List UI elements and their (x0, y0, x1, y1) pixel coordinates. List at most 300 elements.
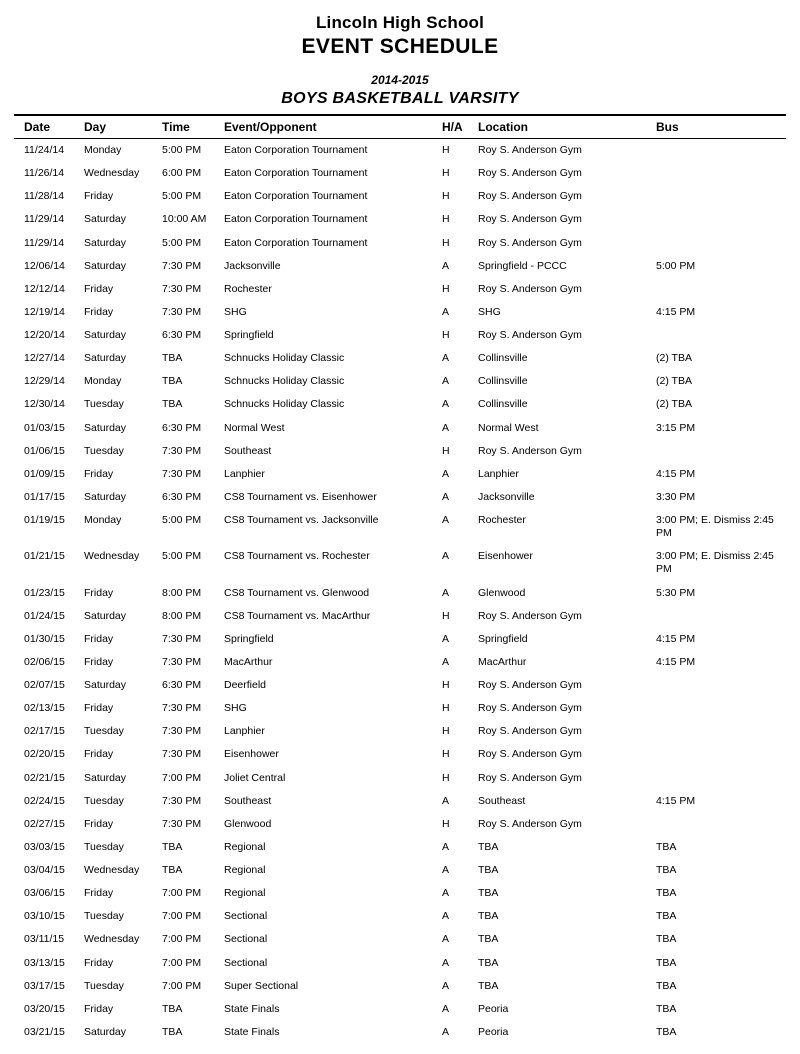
cell-location: Southeast (478, 794, 526, 807)
cell-time: 7:30 PM (162, 305, 202, 318)
cell-bus: 3:15 PM (656, 421, 696, 434)
cell-day: Friday (84, 956, 114, 969)
cell-ha: A (442, 514, 450, 527)
cell-bus: TBA (656, 864, 677, 877)
cell-location: Collinsville (478, 398, 528, 411)
cell-date: 11/29/14 (24, 236, 65, 249)
table-row (14, 463, 786, 486)
cell-bus (656, 139, 786, 163)
table-row (14, 185, 786, 208)
cell-day: Friday (84, 817, 114, 830)
cell-bus: TBA (656, 840, 677, 853)
cell-ha: A (442, 910, 450, 923)
cell-location: Collinsville (478, 375, 528, 388)
cell-day: Friday (84, 748, 114, 761)
cell-time: 7:00 PM (162, 771, 202, 784)
table-row (14, 393, 786, 416)
table-row (14, 486, 786, 509)
cell-time: 7:30 PM (162, 702, 202, 715)
cell-event: State Finals (224, 1025, 280, 1038)
cell-time: 7:30 PM (162, 655, 202, 668)
cell-time: 6:30 PM (162, 421, 202, 434)
cell-time: TBA (162, 352, 183, 365)
cell-ha: A (442, 586, 450, 599)
cell-day: Monday (84, 144, 122, 157)
cell-ha: A (442, 550, 450, 563)
cell-ha: H (442, 144, 450, 157)
cell-ha: A (442, 421, 450, 434)
cell-location: Springfield - PCCC (478, 259, 567, 272)
cell-day: Friday (84, 702, 114, 715)
cell-event: Eaton Corporation Tournament (224, 190, 368, 203)
table-row (14, 651, 786, 674)
cell-ha: H (442, 329, 450, 342)
cell-ha: A (442, 655, 450, 668)
cell-ha: H (442, 213, 450, 226)
table-row (14, 720, 786, 743)
cell-bus: (2) TBA (656, 375, 692, 388)
cell-date: 12/30/14 (24, 398, 65, 411)
cell-time: 7:30 PM (162, 794, 202, 807)
cell-day: Saturday (84, 259, 127, 272)
cell-location: Eisenhower (478, 550, 533, 563)
cell-time: 5:00 PM (162, 550, 202, 563)
table-header (14, 116, 786, 139)
cell-bus (656, 674, 786, 697)
cell-date: 01/09/15 (24, 467, 65, 480)
cell-location: MacArthur (478, 655, 527, 668)
cell-bus: 4:15 PM (656, 632, 696, 645)
cell-bus: 4:15 PM (656, 794, 696, 807)
cell-date: 03/21/15 (24, 1025, 65, 1038)
cell-date: 11/28/14 (24, 190, 65, 203)
cell-event: Eaton Corporation Tournament (224, 144, 368, 157)
cell-event: Schnucks Holiday Classic (224, 398, 345, 411)
cell-location: Roy S. Anderson Gym (478, 679, 582, 692)
cell-date: 12/20/14 (24, 329, 65, 342)
document-header (14, 12, 786, 108)
cell-time: 7:30 PM (162, 282, 202, 295)
table-row (14, 674, 786, 697)
cell-bus (656, 208, 786, 231)
cell-ha: H (442, 282, 450, 295)
cell-event: Joliet Central (224, 771, 286, 784)
cell-time: TBA (162, 375, 183, 388)
cell-date: 02/21/15 (24, 771, 65, 784)
table-row (14, 882, 786, 905)
cell-event: Regional (224, 887, 266, 900)
cell-event: CS8 Tournament vs. Rochester (224, 550, 370, 563)
cell-ha: A (442, 375, 450, 388)
cell-date: 01/24/15 (24, 609, 65, 622)
cell-day: Saturday (84, 1025, 127, 1038)
cell-day: Saturday (84, 609, 127, 622)
cell-bus (656, 162, 786, 185)
cell-date: 03/10/15 (24, 910, 65, 923)
table-row (14, 836, 786, 859)
cell-bus: 3:00 PM; E. Dismiss 2:45 PM (656, 550, 774, 576)
cell-day: Saturday (84, 352, 127, 365)
cell-time: 7:00 PM (162, 910, 202, 923)
cell-date: 12/06/14 (24, 259, 65, 272)
cell-location: TBA (478, 933, 499, 946)
cell-location: Peoria (478, 1002, 509, 1015)
cell-bus: TBA (656, 956, 677, 969)
cell-event: SHG (224, 702, 247, 715)
cell-event: Springfield (224, 632, 274, 645)
cell-event: CS8 Tournament vs. Glenwood (224, 586, 370, 599)
cell-date: 01/30/15 (24, 632, 65, 645)
cell-time: 5:00 PM (162, 190, 202, 203)
cell-location: Roy S. Anderson Gym (478, 702, 582, 715)
cell-time: 5:00 PM (162, 236, 202, 249)
cell-date: 01/03/15 (24, 421, 65, 434)
cell-time: TBA (162, 398, 183, 411)
cell-ha: H (442, 190, 450, 203)
cell-ha: A (442, 1025, 450, 1038)
table-body (14, 139, 786, 1045)
table-row (14, 582, 786, 605)
cell-location: Roy S. Anderson Gym (478, 748, 582, 761)
cell-event: Schnucks Holiday Classic (224, 375, 345, 388)
cell-location: Jacksonville (478, 490, 535, 503)
cell-event: Super Sectional (224, 979, 299, 992)
cell-date: 03/13/15 (24, 956, 65, 969)
cell-bus: 3:30 PM (656, 490, 696, 503)
column-header-location: Location (478, 116, 656, 139)
cell-date: 03/06/15 (24, 887, 65, 900)
cell-date: 11/24/14 (24, 144, 65, 157)
cell-day: Friday (84, 1002, 114, 1015)
cell-ha: H (442, 236, 450, 249)
cell-bus: TBA (656, 1025, 677, 1038)
cell-time: TBA (162, 1025, 183, 1038)
cell-location: TBA (478, 864, 499, 877)
cell-location: TBA (478, 840, 499, 853)
cell-location: SHG (478, 305, 501, 318)
cell-ha: H (442, 817, 450, 830)
cell-date: 02/06/15 (24, 655, 65, 668)
cell-ha: H (442, 679, 450, 692)
cell-ha: A (442, 352, 450, 365)
cell-day: Saturday (84, 490, 127, 503)
cell-event: Springfield (224, 329, 274, 342)
table-row (14, 417, 786, 440)
cell-location: TBA (478, 979, 499, 992)
column-header-time: Time (162, 116, 224, 139)
cell-time: 7:30 PM (162, 725, 202, 738)
cell-event: Lanphier (224, 725, 265, 738)
cell-time: 5:00 PM (162, 144, 202, 157)
cell-event: CS8 Tournament vs. Eisenhower (224, 490, 377, 503)
cell-date: 11/29/14 (24, 213, 65, 226)
cell-time: 7:00 PM (162, 979, 202, 992)
table-row (14, 859, 786, 882)
table-row (14, 975, 786, 998)
cell-location: Normal West (478, 421, 539, 434)
cell-bus (656, 232, 786, 255)
cell-bus (656, 743, 786, 766)
cell-bus: 5:00 PM (656, 259, 696, 272)
cell-event: Glenwood (224, 817, 272, 830)
cell-event: Jacksonville (224, 259, 281, 272)
cell-bus: 4:15 PM (656, 655, 696, 668)
cell-bus: TBA (656, 933, 677, 946)
cell-event: Sectional (224, 956, 268, 969)
cell-date: 12/19/14 (24, 305, 65, 318)
cell-time: 7:30 PM (162, 748, 202, 761)
cell-bus (656, 813, 786, 836)
cell-day: Saturday (84, 679, 127, 692)
cell-event: State Finals (224, 1002, 280, 1015)
cell-date: 02/24/15 (24, 794, 65, 807)
cell-bus: 4:15 PM (656, 305, 696, 318)
cell-bus: TBA (656, 1002, 677, 1015)
cell-ha: A (442, 305, 450, 318)
cell-date: 03/17/15 (24, 979, 65, 992)
cell-location: Glenwood (478, 586, 526, 599)
cell-bus (656, 440, 786, 463)
cell-bus: (2) TBA (656, 352, 692, 365)
cell-bus (656, 278, 786, 301)
cell-ha: A (442, 259, 450, 272)
table-row (14, 790, 786, 813)
cell-date: 02/13/15 (24, 702, 65, 715)
cell-location: Roy S. Anderson Gym (478, 725, 582, 738)
cell-location: Collinsville (478, 352, 528, 365)
cell-date: 12/27/14 (24, 352, 65, 365)
cell-day: Friday (84, 655, 114, 668)
cell-bus (656, 767, 786, 790)
cell-day: Friday (84, 305, 114, 318)
cell-bus: TBA (656, 887, 677, 900)
cell-day: Monday (84, 375, 122, 388)
cell-bus (656, 720, 786, 743)
cell-location: Roy S. Anderson Gym (478, 144, 582, 157)
cell-bus: TBA (656, 979, 677, 992)
cell-time: 7:30 PM (162, 444, 202, 457)
cell-event: Schnucks Holiday Classic (224, 352, 345, 365)
cell-location: Roy S. Anderson Gym (478, 190, 582, 203)
table-row (14, 370, 786, 393)
cell-event: MacArthur (224, 655, 273, 668)
cell-location: Roy S. Anderson Gym (478, 329, 582, 342)
cell-date: 03/03/15 (24, 840, 65, 853)
cell-date: 03/11/15 (24, 933, 65, 946)
cell-ha: A (442, 398, 450, 411)
table-row (14, 162, 786, 185)
cell-time: 7:30 PM (162, 467, 202, 480)
table-row (14, 208, 786, 231)
cell-day: Friday (84, 586, 114, 599)
table-row (14, 743, 786, 766)
cell-ha: H (442, 444, 450, 457)
cell-event: CS8 Tournament vs. Jacksonville (224, 514, 379, 527)
table-row (14, 301, 786, 324)
cell-ha: A (442, 632, 450, 645)
cell-ha: H (442, 167, 450, 180)
cell-day: Wednesday (84, 167, 140, 180)
column-header-bus: Bus (656, 116, 786, 139)
cell-bus (656, 185, 786, 208)
cell-day: Wednesday (84, 550, 140, 563)
column-header-date: Date (14, 116, 84, 139)
cell-time: 7:00 PM (162, 956, 202, 969)
cell-location: Roy S. Anderson Gym (478, 282, 582, 295)
cell-day: Saturday (84, 236, 127, 249)
cell-day: Friday (84, 467, 114, 480)
cell-ha: A (442, 840, 450, 853)
table-row (14, 767, 786, 790)
cell-event: Eaton Corporation Tournament (224, 213, 368, 226)
cell-location: Roy S. Anderson Gym (478, 609, 582, 622)
cell-date: 11/26/14 (24, 167, 65, 180)
table-row (14, 998, 786, 1021)
cell-date: 02/20/15 (24, 748, 65, 761)
cell-day: Tuesday (84, 444, 124, 457)
cell-time: 6:30 PM (162, 490, 202, 503)
cell-location: TBA (478, 887, 499, 900)
cell-day: Wednesday (84, 864, 140, 877)
cell-event: Rochester (224, 282, 272, 295)
cell-date: 01/21/15 (24, 550, 65, 563)
cell-ha: A (442, 490, 450, 503)
cell-bus: TBA (656, 910, 677, 923)
cell-date: 02/27/15 (24, 817, 65, 830)
cell-location: Springfield (478, 632, 528, 645)
cell-time: 6:30 PM (162, 329, 202, 342)
table-row (14, 697, 786, 720)
table-row (14, 255, 786, 278)
cell-event: Deerfield (224, 679, 267, 692)
cell-time: TBA (162, 840, 183, 853)
cell-time: TBA (162, 864, 183, 877)
table-row (14, 1021, 786, 1044)
cell-bus (656, 697, 786, 720)
cell-date: 01/17/15 (24, 490, 65, 503)
cell-ha: A (442, 794, 450, 807)
table-row (14, 440, 786, 463)
cell-event: Sectional (224, 933, 268, 946)
table-row (14, 278, 786, 301)
cell-time: 8:00 PM (162, 609, 202, 622)
cell-day: Tuesday (84, 840, 124, 853)
cell-ha: A (442, 864, 450, 877)
table-header-row (14, 116, 786, 139)
table-row (14, 813, 786, 836)
cell-ha: H (442, 748, 450, 761)
cell-location: Roy S. Anderson Gym (478, 444, 582, 457)
table-row (14, 905, 786, 928)
table-row (14, 324, 786, 347)
cell-event: Sectional (224, 910, 268, 923)
cell-location: Lanphier (478, 467, 519, 480)
cell-ha: H (442, 702, 450, 715)
cell-date: 01/06/15 (24, 444, 65, 457)
table-row (14, 545, 786, 581)
cell-location: TBA (478, 956, 499, 969)
cell-time: 10:00 AM (162, 213, 207, 226)
season-label: 2014-2015 (371, 73, 429, 88)
cell-time: 8:00 PM (162, 586, 202, 599)
cell-location: Peoria (478, 1025, 509, 1038)
cell-day: Friday (84, 282, 114, 295)
cell-event: Regional (224, 864, 266, 877)
school-name: Lincoln High School (315, 13, 485, 32)
schedule-table (14, 116, 786, 1044)
cell-ha: A (442, 1002, 450, 1015)
cell-location: Rochester (478, 514, 526, 527)
cell-bus: 5:30 PM (656, 586, 696, 599)
cell-day: Tuesday (84, 794, 124, 807)
cell-time: TBA (162, 1002, 183, 1015)
cell-event: Lanphier (224, 467, 265, 480)
cell-event: Regional (224, 840, 266, 853)
cell-location: TBA (478, 910, 499, 923)
table-row (14, 232, 786, 255)
cell-event: Eisenhower (224, 748, 279, 761)
cell-date: 12/12/14 (24, 282, 65, 295)
table-row (14, 347, 786, 370)
column-header-day: Day (84, 116, 162, 139)
cell-date: 03/04/15 (24, 864, 65, 877)
cell-day: Tuesday (84, 398, 124, 411)
cell-ha: A (442, 467, 450, 480)
cell-time: 7:00 PM (162, 887, 202, 900)
cell-location: Roy S. Anderson Gym (478, 771, 582, 784)
cell-day: Wednesday (84, 933, 140, 946)
table-row (14, 628, 786, 651)
cell-date: 02/07/15 (24, 679, 65, 692)
cell-time: 7:30 PM (162, 632, 202, 645)
cell-day: Friday (84, 632, 114, 645)
table-row (14, 928, 786, 951)
cell-ha: H (442, 609, 450, 622)
cell-location: Roy S. Anderson Gym (478, 817, 582, 830)
table-row (14, 605, 786, 628)
cell-ha: A (442, 979, 450, 992)
cell-day: Tuesday (84, 725, 124, 738)
cell-event: Southeast (224, 794, 272, 807)
table-row (14, 509, 786, 545)
cell-time: 6:30 PM (162, 679, 202, 692)
page-title: EVENT SCHEDULE (301, 35, 499, 59)
cell-day: Saturday (84, 213, 127, 226)
cell-date: 12/29/14 (24, 375, 65, 388)
cell-day: Saturday (84, 771, 127, 784)
sport-label: BOYS BASKETBALL VARSITY (281, 89, 519, 107)
cell-ha: A (442, 887, 450, 900)
cell-event: Eaton Corporation Tournament (224, 236, 368, 249)
cell-day: Friday (84, 887, 114, 900)
cell-location: Roy S. Anderson Gym (478, 213, 582, 226)
cell-day: Monday (84, 514, 122, 527)
cell-ha: H (442, 725, 450, 738)
cell-time: 7:00 PM (162, 933, 202, 946)
cell-day: Saturday (84, 329, 127, 342)
cell-bus (656, 605, 786, 628)
cell-date: 03/20/15 (24, 1002, 65, 1015)
table-row (14, 952, 786, 975)
cell-time: 7:30 PM (162, 259, 202, 272)
cell-ha: H (442, 771, 450, 784)
column-header-ha: H/A (442, 116, 478, 139)
cell-date: 01/19/15 (24, 514, 65, 527)
cell-day: Saturday (84, 421, 127, 434)
cell-date: 01/23/15 (24, 586, 65, 599)
cell-event: Normal West (224, 421, 285, 434)
cell-bus: (2) TBA (656, 398, 692, 411)
